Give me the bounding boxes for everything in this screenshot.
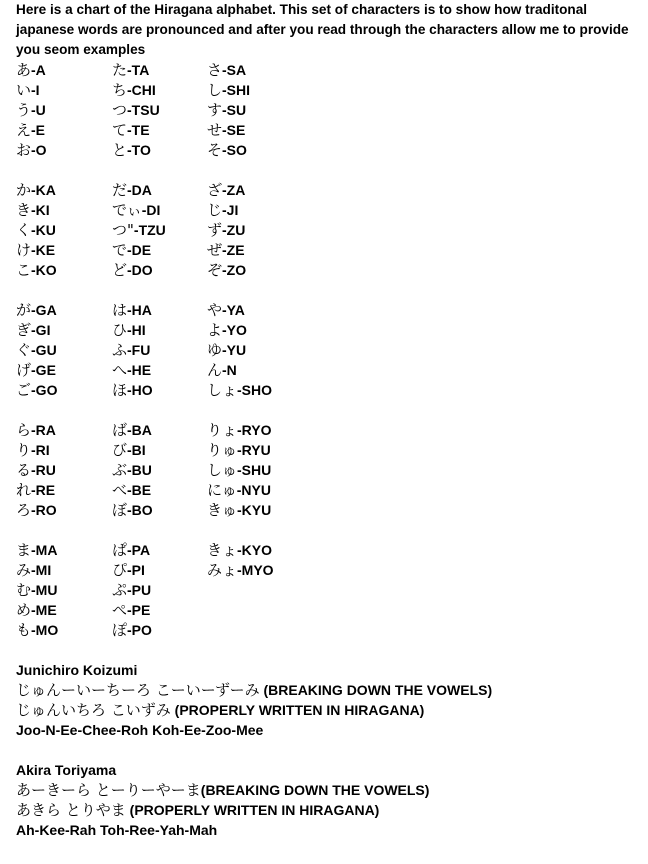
kana-character: ゆ: [207, 341, 223, 359]
chart-row: [16, 420, 644, 440]
kana-character: ぐ: [16, 341, 32, 359]
romaji-label: -PO: [127, 622, 152, 638]
kana-character: で: [112, 241, 128, 259]
chart-cell: [112, 580, 207, 600]
romaji-label: -MYO: [237, 562, 274, 578]
romaji-label: -ZE: [222, 242, 245, 258]
romaji-label: -ZA: [222, 182, 246, 198]
kana-character: き: [16, 201, 32, 219]
kana-character: か: [16, 181, 32, 199]
examples-section: [16, 660, 644, 840]
kana-character: も: [16, 621, 32, 639]
romaji-label: -HI: [127, 322, 146, 338]
chart-cell: [207, 80, 327, 100]
kana-character: え: [16, 121, 32, 139]
chart-cell: [16, 460, 112, 480]
kana-character: て: [112, 121, 128, 139]
romaji-label: -ZU: [222, 222, 246, 238]
chart-cell: [207, 220, 327, 240]
romaji-label: -RYO: [237, 422, 272, 438]
kana-character: ぎ: [16, 321, 32, 339]
example-kana-line: [16, 800, 644, 820]
romaji-label: -KI: [31, 202, 50, 218]
kana-character: と: [112, 141, 128, 159]
chart-cell: [207, 320, 327, 340]
chart-cell: [207, 360, 327, 380]
romaji-label: -TO: [127, 142, 151, 158]
hiragana-chart: [16, 60, 644, 640]
romaji-label: -PE: [127, 602, 151, 618]
kana-character: しゅ: [207, 461, 238, 479]
kana-character: ぱ: [112, 541, 128, 559]
chart-cell: [112, 440, 207, 460]
kana-character: べ: [112, 481, 128, 499]
chart-row: [16, 440, 644, 460]
kana-character: きゅ: [207, 501, 238, 519]
romaji-label: -GI: [31, 322, 51, 338]
romaji-label: -ZO: [222, 262, 247, 278]
romaji-label: -A: [31, 62, 46, 78]
kana-character: そ: [207, 141, 223, 159]
kana-character: あ: [16, 61, 32, 79]
chart-cell: [112, 380, 207, 400]
chart-row: [16, 540, 644, 560]
romaji-label: -MU: [31, 582, 58, 598]
chart-cell: [16, 440, 112, 460]
chart-row: [16, 240, 644, 260]
kana-character: つ: [112, 101, 128, 119]
kana-character: み: [16, 561, 32, 579]
example-note: (PROPERLY WRITTEN IN HIRAGANA): [125, 802, 380, 818]
kana-character: び: [112, 441, 128, 459]
romaji-label: -U: [31, 102, 46, 118]
chart-cell: [16, 180, 112, 200]
kana-character: じ: [207, 201, 223, 219]
example-romaji: Joo-N-Ee-Chee-Roh Koh-Ee-Zoo-Mee: [16, 722, 264, 738]
chart-cell: [16, 140, 112, 160]
chart-cell: [16, 100, 112, 120]
kana-character: ご: [16, 381, 32, 399]
romaji-label: -SU: [222, 102, 247, 118]
chart-row: [16, 580, 644, 600]
chart-cell: [207, 460, 327, 480]
romaji-label: -TSU: [127, 102, 160, 118]
chart-row: [16, 60, 644, 80]
romaji-label: -MI: [31, 562, 52, 578]
kana-character: みょ: [207, 561, 238, 579]
romaji-label: -SHU: [237, 462, 272, 478]
example-block: [16, 760, 644, 840]
example-kana-line: [16, 780, 644, 800]
romaji-label: -KA: [31, 182, 56, 198]
kana-character: ど: [112, 261, 128, 279]
kana-character: や: [207, 301, 223, 319]
kana-character: しょ: [207, 381, 238, 399]
chart-cell: [207, 300, 327, 320]
chart-cell: [112, 340, 207, 360]
kana-character: つ": [112, 221, 134, 239]
romaji-label: -DI: [141, 202, 161, 218]
chart-cell: [112, 60, 207, 80]
example-kana-line: [16, 700, 644, 720]
romaji-label: -RO: [31, 502, 57, 518]
chart-cell: [112, 220, 207, 240]
chart-cell: [112, 500, 207, 520]
kana-character: ざ: [207, 181, 223, 199]
chart-row: [16, 200, 644, 220]
chart-cell: [16, 320, 112, 340]
romaji-label: -TZU: [133, 222, 166, 238]
romaji-label: -SE: [222, 122, 246, 138]
kana-character: ぴ: [112, 561, 128, 579]
kana-character: う: [16, 101, 32, 119]
romaji-label: -BE: [127, 482, 152, 498]
chart-cell: [16, 580, 112, 600]
chart-cell: [16, 620, 112, 640]
chart-cell: [207, 420, 327, 440]
chart-row: [16, 100, 644, 120]
chart-row: [16, 560, 644, 580]
chart-cell: [112, 480, 207, 500]
chart-row: [16, 600, 644, 620]
kana-character: ろ: [16, 501, 32, 519]
chart-cell: [207, 440, 327, 460]
kana-character: ほ: [112, 381, 128, 399]
chart-cell: [16, 200, 112, 220]
romaji-label: -FU: [127, 342, 151, 358]
example-note: (BREAKING DOWN THE VOWELS): [259, 682, 493, 698]
chart-cell: [112, 180, 207, 200]
kana-character: い: [16, 81, 32, 99]
romaji-label: -PI: [127, 562, 145, 578]
chart-cell: [112, 460, 207, 480]
romaji-label: -HE: [127, 362, 152, 378]
kana-character: ぶ: [112, 461, 128, 479]
chart-group: [16, 180, 644, 280]
kana-character: ば: [112, 421, 128, 439]
chart-cell: [16, 260, 112, 280]
kana-character: ず: [207, 221, 223, 239]
chart-cell: [112, 420, 207, 440]
romaji-label: -DE: [127, 242, 152, 258]
kana-character: せ: [207, 121, 223, 139]
kana-character: ぼ: [112, 501, 128, 519]
kana-character: ぷ: [112, 581, 128, 599]
chart-row: [16, 300, 644, 320]
chart-cell: [16, 500, 112, 520]
chart-row: [16, 320, 644, 340]
example-kana: あきら とりやま: [16, 801, 126, 819]
romaji-label: -YO: [222, 322, 247, 338]
chart-cell: [16, 480, 112, 500]
example-kana: じゅんーいーちーろ こーいーずーみ: [16, 681, 260, 699]
romaji-label: -KE: [31, 242, 56, 258]
chart-cell: [112, 200, 207, 220]
kana-character: ら: [16, 421, 32, 439]
chart-row: [16, 360, 644, 380]
chart-cell: [207, 240, 327, 260]
kana-character: た: [112, 61, 128, 79]
chart-cell: [112, 300, 207, 320]
chart-cell: [207, 560, 327, 580]
example-kana: あーきーら とーりーやーま: [16, 781, 201, 799]
kana-character: ぞ: [207, 261, 223, 279]
document-page: [16, 0, 644, 860]
kana-character: く: [16, 221, 32, 239]
kana-character: ぽ: [112, 621, 128, 639]
kana-character: お: [16, 141, 32, 159]
kana-character: り: [16, 441, 32, 459]
romaji-label: -YA: [222, 302, 245, 318]
chart-cell: [207, 500, 327, 520]
kana-character: む: [16, 581, 32, 599]
kana-character: ん: [207, 361, 223, 379]
example-note: (PROPERLY WRITTEN IN HIRAGANA): [170, 702, 425, 718]
chart-cell: [207, 580, 327, 600]
romaji-label: -SO: [222, 142, 247, 158]
romaji-label: -GU: [31, 342, 57, 358]
example-note: (BREAKING DOWN THE VOWELS): [200, 782, 430, 798]
romaji-label: -BI: [127, 442, 146, 458]
chart-cell: [16, 420, 112, 440]
kana-character: が: [16, 301, 32, 319]
kana-character: け: [16, 241, 32, 259]
romaji-label: -SA: [222, 62, 247, 78]
romaji-label: -BU: [127, 462, 152, 478]
chart-cell: [112, 120, 207, 140]
romaji-label: -SHO: [237, 382, 273, 398]
chart-cell: [16, 240, 112, 260]
chart-cell: [16, 380, 112, 400]
romaji-label: -BA: [127, 422, 152, 438]
chart-cell: [207, 620, 327, 640]
chart-row: [16, 500, 644, 520]
chart-cell: [207, 260, 327, 280]
chart-cell: [207, 600, 327, 620]
kana-character: め: [16, 601, 32, 619]
chart-cell: [112, 80, 207, 100]
chart-cell: [112, 240, 207, 260]
kana-character: りゅ: [207, 441, 238, 459]
romaji-label: -PA: [127, 542, 151, 558]
romaji-label: -YU: [222, 342, 247, 358]
chart-cell: [112, 360, 207, 380]
romaji-label: -DA: [127, 182, 152, 198]
chart-row: [16, 180, 644, 200]
chart-cell: [207, 140, 327, 160]
example-name: Akira Toriyama: [16, 762, 117, 778]
chart-row: [16, 460, 644, 480]
kana-character: れ: [16, 481, 32, 499]
kana-character: りょ: [207, 421, 238, 439]
chart-cell: [207, 200, 327, 220]
romaji-label: -RU: [31, 462, 56, 478]
chart-row: [16, 220, 644, 240]
kana-character: ぺ: [112, 601, 128, 619]
chart-group: [16, 300, 644, 400]
chart-group: [16, 540, 644, 640]
romaji-label: -BO: [127, 502, 153, 518]
romaji-label: -RA: [31, 422, 56, 438]
romaji-label: -O: [31, 142, 47, 158]
romaji-label: -RYU: [237, 442, 271, 458]
romaji-label: -GA: [31, 302, 57, 318]
chart-cell: [16, 340, 112, 360]
chart-group: [16, 60, 644, 160]
chart-cell: [16, 540, 112, 560]
kana-character: ひ: [112, 321, 128, 339]
chart-cell: [207, 180, 327, 200]
romaji-label: -N: [222, 362, 237, 378]
romaji-label: -DO: [127, 262, 153, 278]
kana-character: げ: [16, 361, 32, 379]
romaji-label: -TA: [127, 62, 150, 78]
romaji-label: -JI: [222, 202, 239, 218]
kana-character: は: [112, 301, 128, 319]
kana-character: し: [207, 81, 223, 99]
chart-group: [16, 420, 644, 520]
chart-cell: [207, 100, 327, 120]
chart-cell: [16, 560, 112, 580]
romaji-label: -I: [31, 82, 40, 98]
romaji-label: -TE: [127, 122, 150, 138]
chart-cell: [207, 60, 327, 80]
romaji-label: -HA: [127, 302, 152, 318]
chart-cell: [112, 620, 207, 640]
romaji-label: -GO: [31, 382, 58, 398]
kana-character: ち: [112, 81, 128, 99]
chart-row: [16, 260, 644, 280]
romaji-label: -CHI: [127, 82, 156, 98]
chart-cell: [112, 540, 207, 560]
chart-row: [16, 340, 644, 360]
kana-character: ま: [16, 541, 32, 559]
chart-cell: [207, 540, 327, 560]
romaji-label: -RI: [31, 442, 50, 458]
romaji-label: -MA: [31, 542, 58, 558]
example-kana: じゅんいちろ こいずみ: [16, 701, 171, 719]
romaji-label: -NYU: [236, 482, 271, 498]
kana-character: きょ: [207, 541, 238, 559]
romaji-label: -KYO: [237, 542, 273, 558]
intro-paragraph: Here is a chart of the Hiragana alphabet. This set of characters is to show how traditonal japanese words are pronounced and after you read through the characters allow me to provide you seom examples: [16, 2, 629, 57]
romaji-label: -GE: [31, 362, 56, 378]
chart-cell: [16, 300, 112, 320]
chart-cell: [16, 80, 112, 100]
chart-cell: [16, 60, 112, 80]
chart-row: [16, 620, 644, 640]
romaji-label: -KYU: [237, 502, 272, 518]
example-name: Junichiro Koizumi: [16, 662, 138, 678]
kana-character: こ: [16, 261, 32, 279]
kana-character: ぜ: [207, 241, 223, 259]
kana-character: さ: [207, 61, 223, 79]
chart-cell: [112, 600, 207, 620]
chart-row: [16, 80, 644, 100]
kana-character: だ: [112, 181, 128, 199]
chart-cell: [207, 480, 327, 500]
chart-cell: [207, 340, 327, 360]
chart-cell: [112, 260, 207, 280]
example-kana-line: [16, 680, 644, 700]
kana-character: る: [16, 461, 32, 479]
example-block: [16, 660, 644, 740]
chart-cell: [112, 320, 207, 340]
romaji-label: -KO: [31, 262, 57, 278]
kana-character: へ: [112, 361, 128, 379]
kana-character: ふ: [112, 341, 128, 359]
kana-character: す: [207, 101, 223, 119]
romaji-label: -ME: [31, 602, 57, 618]
example-romaji: Ah-Kee-Rah Toh-Ree-Yah-Mah: [16, 822, 218, 838]
chart-cell: [112, 140, 207, 160]
kana-character: でぃ: [112, 201, 142, 219]
romaji-label: -MO: [31, 622, 59, 638]
romaji-label: -PU: [127, 582, 152, 598]
chart-cell: [16, 360, 112, 380]
chart-cell: [16, 600, 112, 620]
romaji-label: -KU: [31, 222, 56, 238]
chart-row: [16, 120, 644, 140]
kana-character: にゅ: [207, 481, 237, 499]
chart-cell: [207, 120, 327, 140]
romaji-label: -E: [31, 122, 46, 138]
chart-row: [16, 480, 644, 500]
chart-cell: [112, 100, 207, 120]
chart-cell: [16, 120, 112, 140]
chart-cell: [16, 220, 112, 240]
romaji-label: -SHI: [222, 82, 251, 98]
kana-character: よ: [207, 321, 223, 339]
chart-cell: [207, 380, 327, 400]
romaji-label: -RE: [31, 482, 56, 498]
chart-row: [16, 380, 644, 400]
romaji-label: -HO: [127, 382, 153, 398]
chart-cell: [112, 560, 207, 580]
chart-row: [16, 140, 644, 160]
